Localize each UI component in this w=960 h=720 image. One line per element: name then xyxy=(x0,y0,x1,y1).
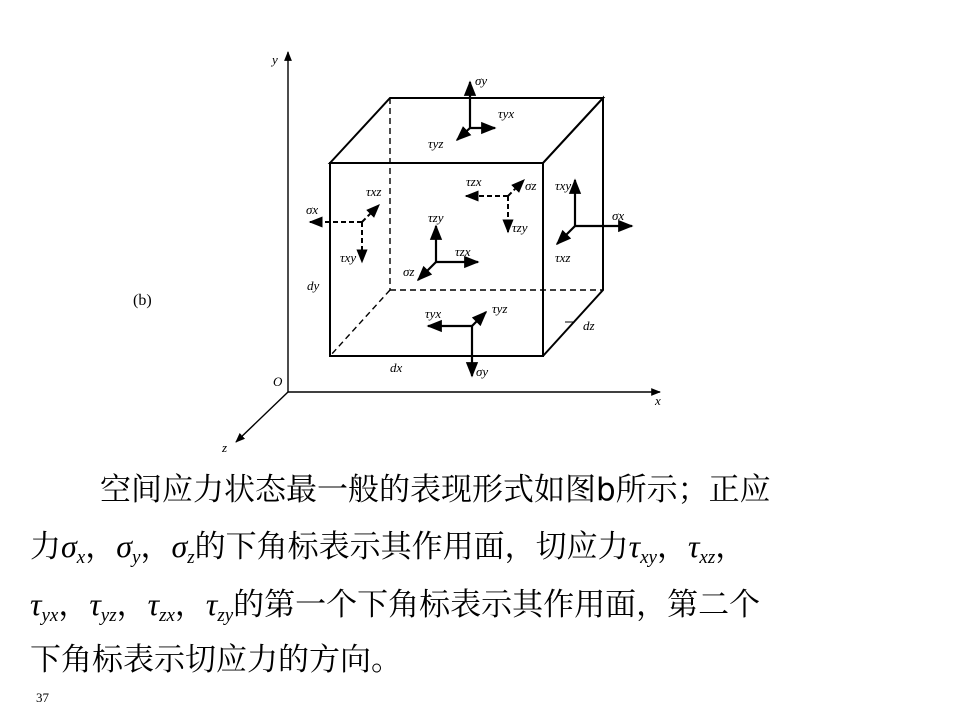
coordinate-axes xyxy=(236,52,660,442)
bottom-tau-yz-arrow xyxy=(472,312,486,326)
line2-comma-2: ， xyxy=(140,529,172,565)
label-top-tau-yz: τyz xyxy=(428,136,444,151)
sigma-symbol: σ xyxy=(61,528,77,564)
sub-x: x xyxy=(76,547,86,568)
label-right-tau-xy: τxy xyxy=(555,178,572,193)
label-back-tau-zx: τzx xyxy=(466,174,482,189)
label-back-sigma-z: σz xyxy=(525,178,537,193)
sub-yz: yz xyxy=(100,605,117,626)
label-right-tau-xz: τxz xyxy=(555,250,571,265)
body-line-4 xyxy=(30,632,930,688)
cube-element xyxy=(330,98,603,356)
dim-dy: dy xyxy=(307,278,320,293)
z-axis xyxy=(236,392,288,442)
label-left-tau-xz: τxz xyxy=(366,184,382,199)
label-left-sigma-x: σx xyxy=(306,202,319,217)
back-sigma-z-arrow xyxy=(508,180,524,196)
sub-xz: xz xyxy=(699,547,716,568)
label-bottom-sigma-y: σy xyxy=(476,364,489,379)
label-back-tau-zy: τzy xyxy=(512,220,528,235)
line3-comma-1: ， xyxy=(58,587,90,623)
label-left-tau-xy: τxy xyxy=(340,250,357,265)
front-sigma-z-arrow xyxy=(418,262,436,280)
sub-yx: yx xyxy=(41,605,59,626)
line3-comma-3: ， xyxy=(174,587,206,623)
label-front-tau-zy: τzy xyxy=(428,210,444,225)
x-axis-label: x xyxy=(655,393,661,408)
line2-text-a: 力 xyxy=(30,529,61,565)
tau-symbol: τ xyxy=(687,528,700,564)
label-bottom-tau-yz: τyz xyxy=(492,301,508,316)
label-front-sigma-z: σz xyxy=(403,264,415,279)
dim-dx: dx xyxy=(390,360,403,375)
label-bottom-tau-yx: τyx xyxy=(425,306,442,321)
tau-symbol: τ xyxy=(628,528,641,564)
sub-zy: zy xyxy=(217,605,234,626)
sub-xy: xy xyxy=(640,547,657,568)
sub-zx: zx xyxy=(159,605,175,626)
right-tau-xz-arrow xyxy=(557,226,575,244)
left-tau-xz-arrow xyxy=(362,205,379,222)
label-right-sigma-x: σx xyxy=(612,208,625,223)
line2-comma-1: ， xyxy=(85,529,117,565)
line1-text: 空间应力状态最一般的表现形式如图b所示；正应 xyxy=(100,472,771,508)
sub-z: z xyxy=(187,547,195,568)
line2-comma-4: ， xyxy=(715,529,747,565)
cube-hidden-edges xyxy=(330,98,603,356)
label-front-tau-zx: τzx xyxy=(455,244,471,259)
y-axis-label: y xyxy=(272,52,278,67)
line3-text-d: 的第一个下角标表示其作用面，第二个 xyxy=(233,587,761,623)
origin-label: O xyxy=(273,374,283,389)
dim-dz: dz xyxy=(583,318,595,333)
panel-label: (b) xyxy=(133,292,152,309)
z-axis-label: z xyxy=(222,440,228,455)
sigma-symbol: σ xyxy=(116,528,132,564)
sub-y: y xyxy=(132,547,141,568)
body-line-1 xyxy=(100,462,960,518)
label-top-sigma-y: σy xyxy=(475,73,488,88)
tau-symbol: τ xyxy=(147,586,160,622)
line4-text: 下角标表示切应力的方向。 xyxy=(30,642,402,678)
tau-symbol: τ xyxy=(30,586,42,622)
page-number: 37 xyxy=(36,690,49,705)
line2-comma-3: ， xyxy=(656,529,688,565)
tau-symbol: τ xyxy=(205,586,218,622)
label-top-tau-yx: τyx xyxy=(498,106,515,121)
line3-comma-2: ， xyxy=(116,587,148,623)
line2-text-d: 的下角标表示其作用面，切应力 xyxy=(194,529,629,565)
sigma-symbol: σ xyxy=(171,528,188,564)
tau-symbol: τ xyxy=(89,586,101,622)
top-tau-yz-arrow xyxy=(457,128,470,140)
